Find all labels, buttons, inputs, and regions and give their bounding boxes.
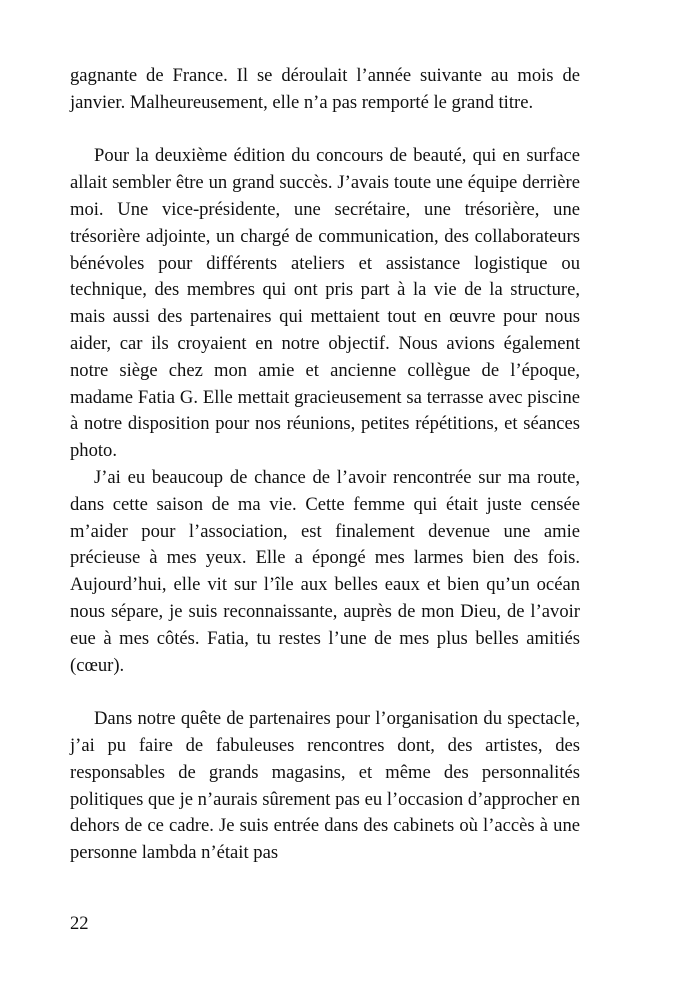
paragraph-partners: Dans notre quête de partenaires pour l’organisation du spectacle, j’ai pu faire de fabuleuses rencontres dont, des artistes, des responsables de grands magasins, et même des personnalités politiques que je n’aurais sûrement pas eu l’occasion d’approcher en dehors de ce cadre. Je suis entrée dans des cabinets où l’accès à une personne lambda n’était pas: [70, 708, 580, 864]
page-number: 22: [70, 913, 89, 934]
paragraph-beauty-contest: Pour la deuxième édition du concours de beauté, qui en surface allait sembler être un grand succès. J’avais toute une équipe derrière moi. Une vice-présidente, une secrétaire, une trésorière, une trésorière adjointe, un chargé de communication, des collaborateurs bénévoles pour différents ateliers et assistance logistique ou technique, des membres qui ont pris part à la vie de la structure, mais aussi des partenaires qui mettaient tout en œuvre pour nous aider, car ils croyaient en notre objectif. Nous avions également notre siège chez mon amie et ancienne collègue de l’époque, madame Fatia G. Elle mettait gracieusement sa terrasse avec piscine à notre disposition pour nos réunions, petites répétitions, et séances photo.: [70, 145, 580, 462]
paragraph-continuation: gagnante de France. Il se déroulait l’année suivante au mois de janvier. Malheureusement, elle n’a pas remporté le grand titre.: [70, 65, 580, 113]
paragraph-fatia: J’ai eu beaucoup de chance de l’avoir rencontrée sur ma route, dans cette saison de ma vie. Cette femme qui était juste censée m’aider pour l’association, est finalement devenue une amie précieuse à mes yeux. Elle a épongé mes larmes bien des fois. Aujourd’hui, elle vit sur l’île aux belles eaux et bien qu’un océan nous sépare, je suis reconnaissante, auprès de mon Dieu, de l’avoir eue à mes côtés. Fatia, tu restes l’une de mes plus belles amitiés (cœur).: [70, 466, 580, 676]
page-body: [70, 63, 580, 867]
